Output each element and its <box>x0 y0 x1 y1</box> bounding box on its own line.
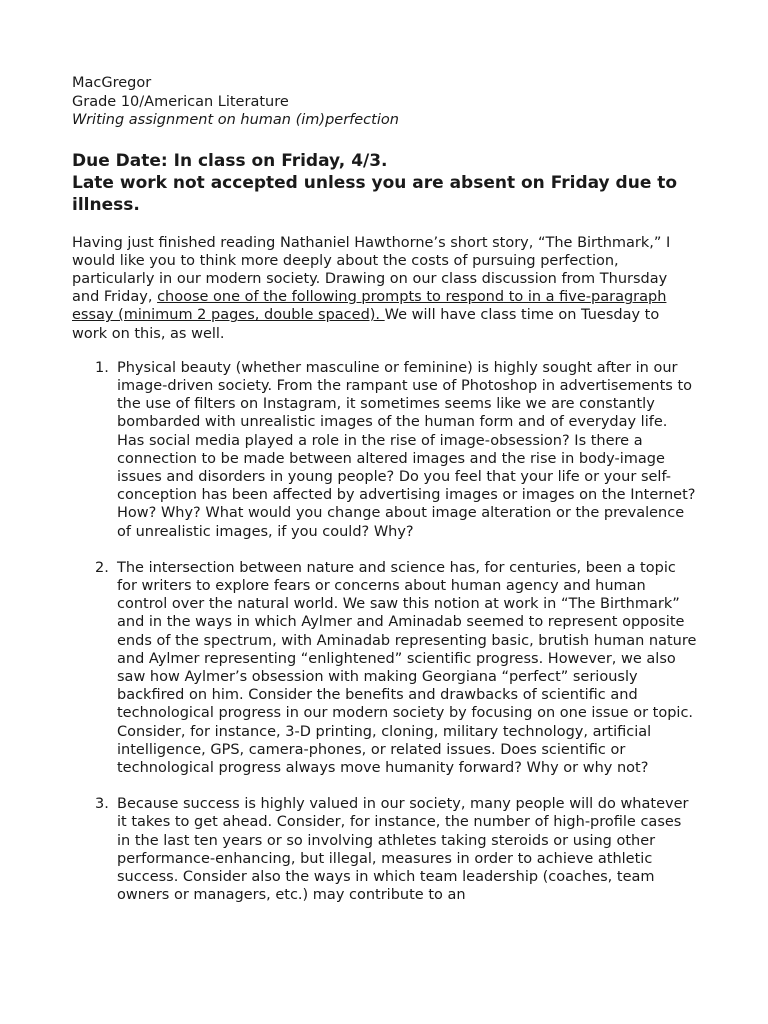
prompt-number: 2. <box>95 559 109 576</box>
assignment-title: Writing assignment on human (im)perfection <box>72 112 399 128</box>
intro-instruction-underlined: choose one of the following prompts to respond to in a five-paragraph essay (minimum 2 pages, double spaced). <box>72 289 667 324</box>
due-date-block <box>72 150 702 216</box>
teacher-name: MacGregor <box>72 75 152 91</box>
prompt-text: Because success is highly valued in our society, many people will do whatever it takes to get ahead. Consider, for instance, the number of high-profile cases in the last ten years or so involving athletes taking steroids or using other performance-enhancing, but illegal, measures in order to achieve athletic success. Consider also the ways in which team leadership (coaches, team owners or managers, etc.) may contribute to an <box>117 796 689 904</box>
prompt-text: The intersection between nature and science has, for centuries, been a topic for writers to explore fears or concerns about human agency and human control over the natural world. We saw this notion at work in “The Birthmark” and in the ways in which Aylmer and Aminadab seemed to represent opposite ends of the spectrum, with Aminadab representing basic, brutish human nature and Aylmer representing “enlightened” scientific progress. However, we also saw how Aylmer’s obsession with making Georgiana “perfect” seriously backfired on him. Consider the benefits and drawbacks of scientific and technological progress in our modern society by focusing on one issue or topic. Consider, for instance, 3-D printing, cloning, military technology, artificial intelligence, GPS, camera-phones, or related issues. Does scientific or technological progress always move humanity forward? Why or why not? <box>117 559 697 776</box>
late-work-policy: Late work not accepted unless you are absent on Friday due to illness. <box>72 172 678 215</box>
prompt-number: 1. <box>95 359 109 376</box>
intro-text-before: Having just finished reading Nathaniel Hawthorne’s short story, “The Birthmark,” I would like you to think more deeply about the costs of pursuing perfection, particularly in our modern society. Drawing on our class discussion from Thursday and Friday, <box>72 234 671 306</box>
intro-text-after: We will have class time on Tuesday to work on this, as well. <box>72 307 660 342</box>
prompt-text: Physical beauty (whether masculine or feminine) is highly sought after in our image-driven society. From the rampant use of Photoshop in advertisements to the use of filters on Instagram, it sometimes seems like we are constantly bombarded with unrealistic images of the human form and of everyday life. Has social media played a role in the rise of image-obsession? Is there a connection to be made between altered images and the rise in body-image issues and disorders in young people? Do you feel that your life or your self-conception has been affected by advertising images or images on the Internet? How? Why? What would you change about image alteration or the prevalence of unrealistic images, if you could? Why? <box>117 359 696 540</box>
prompt-list <box>72 359 702 905</box>
prompt-number: 3. <box>95 796 109 813</box>
course-name: Grade 10/American Literature <box>72 93 289 110</box>
intro-paragraph <box>72 234 697 343</box>
prompt-item <box>72 795 699 904</box>
prompt-item <box>72 359 699 541</box>
document-page <box>72 74 702 922</box>
prompt-item <box>72 559 699 777</box>
due-date: Due Date: In class on Friday, 4/3. <box>72 150 388 171</box>
